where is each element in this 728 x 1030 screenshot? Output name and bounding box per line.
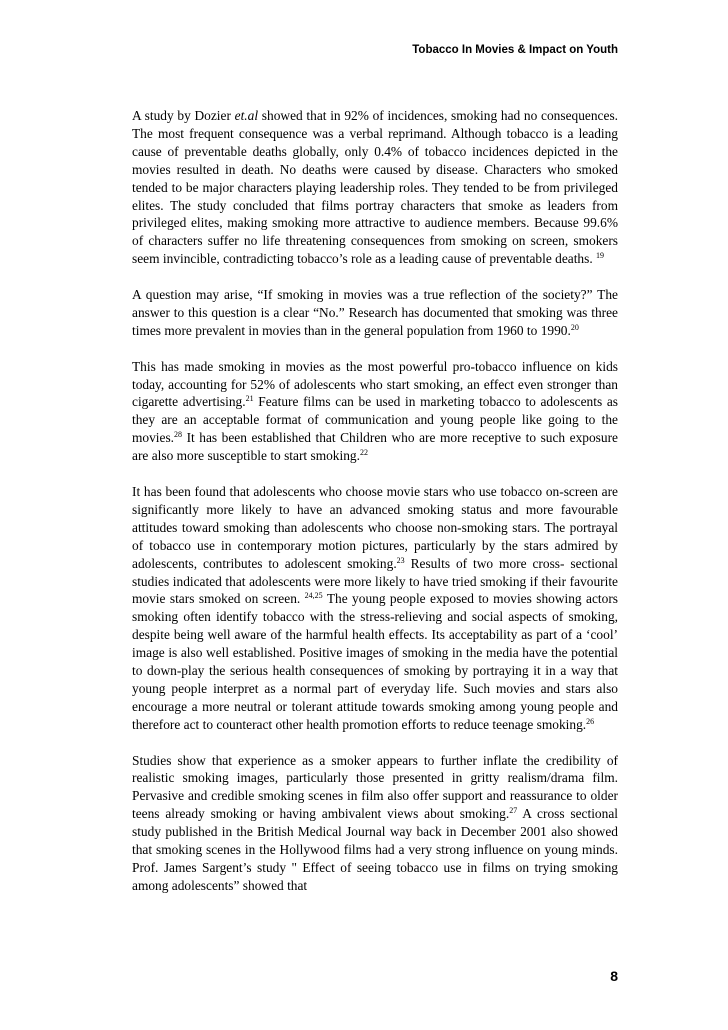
body-text bbox=[132, 107, 618, 913]
footnote-ref: 21 bbox=[245, 394, 254, 404]
paragraph bbox=[132, 483, 618, 734]
text-run: It has been found that adolescents who choose movie stars who use tobacco on-screen are significantly more likely to have an advanced smoking status and more favourable attitudes toward smoking than adolescents who choose non-smoking stars. The portrayal of tobacco use in contemporary motion pictures, particularly by the stars admired by adolescents, contributes to adolescent smoking. bbox=[132, 483, 618, 571]
paragraph bbox=[132, 286, 618, 340]
text-run: Feature films can be used in marketing tobacco to adolescents as they are an acceptable format of communication and young people like going to the movies. bbox=[132, 394, 618, 446]
footnote-ref: 19 bbox=[596, 251, 605, 261]
footnote-ref: 28 bbox=[174, 430, 183, 440]
footnote-ref: 20 bbox=[570, 322, 579, 332]
text-run: The young people exposed to movies showing actors smoking often identify tobacco with the stress-relieving and social aspects of smoking, despite being well aware of the harmful health effects. Its acceptability as part of a ‘cool’ image is also well established. Positive images of smoking in the media have the potential to down-play the serious health consequences of smoking by portraying it in a way that young people interpret as a normal part of everyday life. Such movies and stars also encourage a more neutral or tolerant attitude towards smoking among young people and therefore act to counteract other health promotion efforts to reduce teenage smoking. bbox=[132, 591, 619, 732]
text-run: A question may arise, “If smoking in movies was a true reflection of the society?” The answer to this question is a clear “No.” Research has documented that smoking was three times more prevalent in movies than in the general population from 1960 to 1990. bbox=[132, 287, 618, 338]
text-run: A study by Dozier bbox=[132, 108, 235, 123]
page-number: 8 bbox=[610, 968, 618, 984]
footnote-ref: 24,25 bbox=[304, 591, 323, 601]
text-run: It has been established that Children who are more receptive to such exposure are also more susceptible to start smoking. bbox=[132, 430, 618, 464]
paragraph bbox=[132, 752, 618, 895]
text-run: Results of two more cross- sectional studies indicated that adolescents were more likely to have tried smoking if their favourite movie stars smoked on screen. bbox=[132, 555, 618, 607]
paragraph bbox=[132, 107, 618, 268]
text-run: This has made smoking in movies as the most powerful pro-tobacco influence on kids today, accounting for 52% of adolescents who start smoking, an effect even stronger than cigarette advertising. bbox=[132, 358, 618, 410]
footnote-ref: 27 bbox=[509, 806, 518, 816]
italic-text: et.al bbox=[234, 108, 259, 123]
text-run: Studies show that experience as a smoker appears to further inflate the credibility of realistic smoking images, particularly those presented in gritty realism/drama film. Pervasive and credible smoking scenes in film also offer support and reassurance to older teens already smoking or having ambivalent views about smoking. bbox=[132, 752, 618, 822]
text-run: showed that in 92% of incidences, smoking had no consequences. The most frequent consequence was a verbal reprimand. Although tobacco is a leading cause of preventable deaths globally, only 0.4% of tobacco incidences depicted in the movies resulted in death. No deaths were caused by disease. Characters who smoked tended to be major characters playing leadership roles. They tended to be from privileged elites. The study concluded that films portray characters that smoke as leaders from privileged elites, making smoking more attractive to audience members. Because 99.6% of characters suffer no life threatening consequences from smoking on screen, smokers seem invincible, contradicting tobacco’s role as a leading cause of preventable deaths. bbox=[132, 108, 618, 267]
footnote-ref: 23 bbox=[396, 555, 405, 565]
running-header: Tobacco In Movies & Impact on Youth bbox=[412, 44, 618, 56]
footnote-ref: 26 bbox=[586, 716, 595, 726]
footnote-ref: 22 bbox=[359, 448, 368, 458]
paragraph bbox=[132, 358, 618, 465]
text-run: A cross sectional study published in the British Medical Journal way back in December 2001 also showed that smoking scenes in the Hollywood films had a very strong influence on young minds. Prof. James Sargent’s study " Effect of seeing tobacco use in films on trying smoking among adolescents” showed that bbox=[132, 806, 618, 893]
